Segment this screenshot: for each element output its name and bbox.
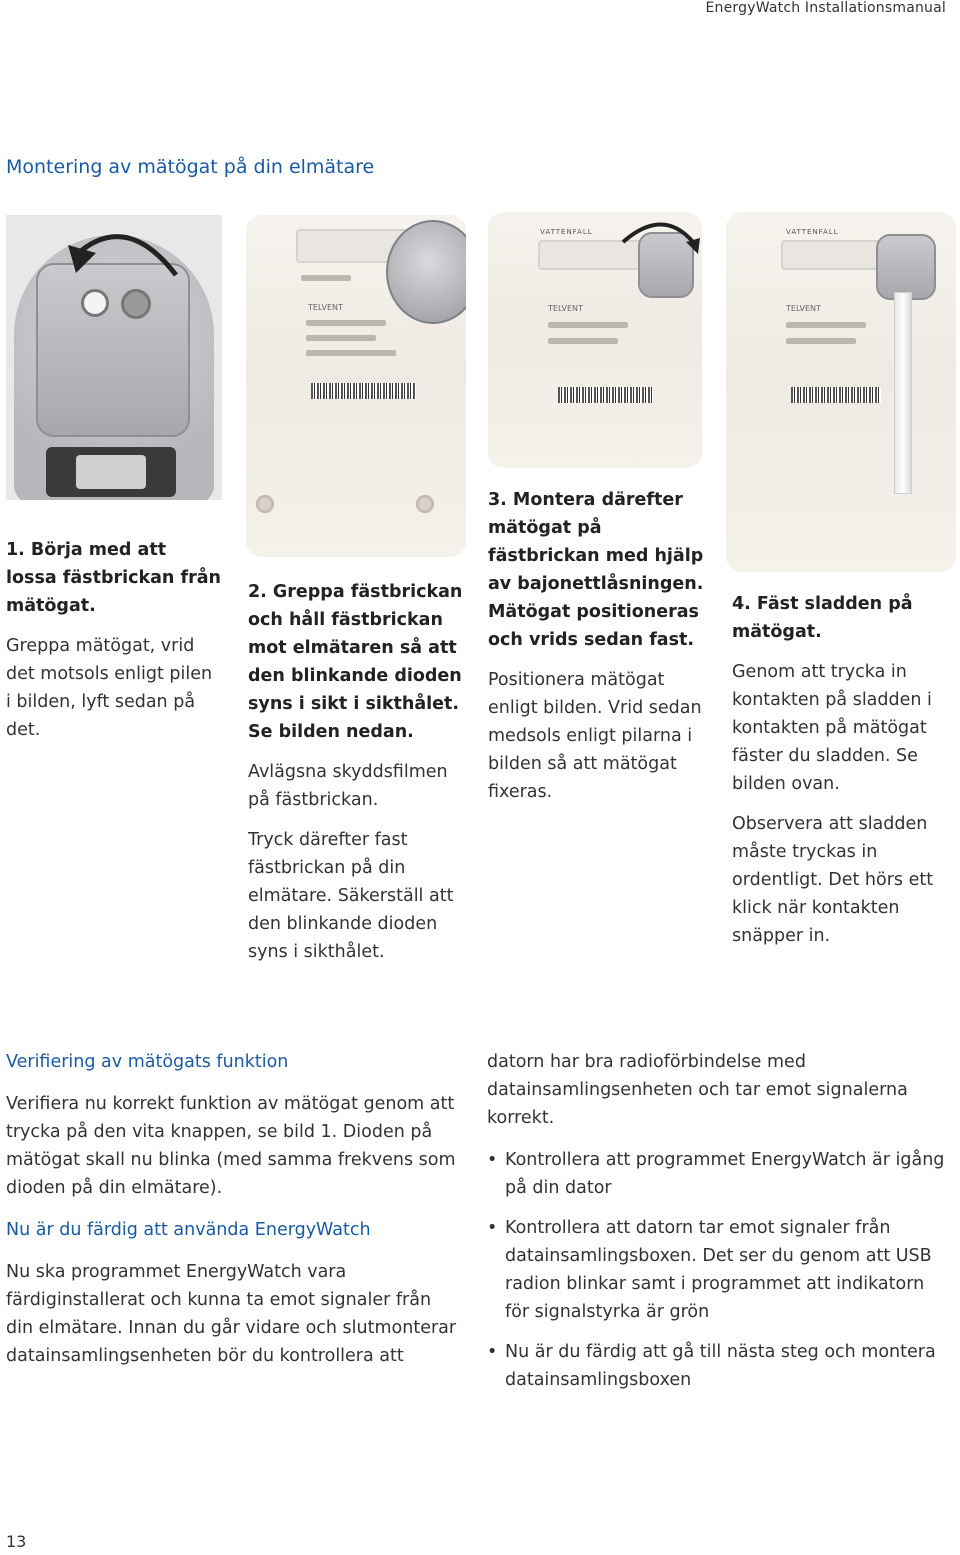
meter-brand: VATTENFALL bbox=[786, 228, 839, 236]
meter-spec-line bbox=[548, 322, 628, 328]
rotate-clockwise-icon bbox=[488, 212, 702, 272]
step-2-lead: 2. Greppa fästbrickan och håll fästbrickan mot elmätaren så att den blinkande dioden syns i sikt i sikthålet. Se bilden nedan. bbox=[248, 582, 463, 742]
step-4-paragraph: Observera att sladden måste tryckas in ordentligt. Det hörs ett klick när kontakten snäpper in. bbox=[732, 814, 934, 946]
meter-spec-line bbox=[786, 322, 866, 328]
photo-step-3 bbox=[488, 212, 702, 468]
meter-model: TELVENT bbox=[786, 304, 821, 313]
step-4-text bbox=[732, 590, 947, 950]
meter-barcode bbox=[311, 383, 416, 399]
verify-heading: Verifiering av mätögats funktion bbox=[6, 1052, 289, 1072]
meter-barcode bbox=[558, 387, 653, 403]
screw-icon bbox=[416, 495, 434, 513]
meter-spec-line bbox=[548, 338, 618, 344]
step-3-text bbox=[488, 486, 706, 806]
bracket-on-meter bbox=[386, 220, 466, 324]
verify-text: Verifiera nu korrekt funktion av mätögat genom att trycka på den vita knappen, se bild 1. Dioden på mätögat skall nu blinka (med samma frekvens som dioden på din elmätare). bbox=[6, 1094, 456, 1198]
step-1-lead: 1. Börja med att lossa fästbrickan från mätögat. bbox=[6, 540, 221, 616]
left-column bbox=[6, 1048, 461, 1384]
list-item bbox=[487, 1214, 947, 1326]
photo-step-4 bbox=[726, 212, 956, 572]
meter-model: TELVENT bbox=[548, 304, 583, 313]
meter-brand: VATTENFALL bbox=[540, 228, 593, 236]
cable bbox=[894, 292, 912, 494]
right-intro: datorn har bra radioförbindelse med datainsamlingsenheten och tar emot signalerna korrekt. bbox=[487, 1052, 908, 1128]
meter-label bbox=[301, 275, 351, 281]
bullet-icon: • bbox=[487, 1342, 498, 1362]
page-number: 13 bbox=[6, 1532, 27, 1551]
eye-device bbox=[876, 234, 936, 300]
bullet-icon: • bbox=[487, 1150, 498, 1170]
bullet-icon: • bbox=[487, 1218, 498, 1238]
step-1-paragraph: Greppa mätögat, vrid det motsols enligt pilen i bilden, lyft sedan på det. bbox=[6, 636, 213, 740]
list-item-text: Kontrollera att programmet EnergyWatch är igång på din dator bbox=[505, 1150, 945, 1198]
list-item bbox=[487, 1338, 947, 1394]
list-item bbox=[487, 1146, 947, 1202]
screw-icon bbox=[256, 495, 274, 513]
meter-spec-line bbox=[786, 338, 856, 344]
meter-spec-line bbox=[306, 320, 386, 326]
ready-heading: Nu är du färdig att använda EnergyWatch bbox=[6, 1220, 371, 1240]
step-4-paragraph: Genom att trycka in kontakten på sladden i kontakten på mätögat fäster du sladden. Se bilden ovan. bbox=[732, 662, 932, 794]
page-header: EnergyWatch Installationsmanual bbox=[705, 0, 946, 16]
right-column bbox=[487, 1048, 947, 1406]
section-title: Montering av mätögat på din elmätare bbox=[6, 156, 375, 178]
bracket-clip bbox=[76, 455, 146, 489]
photo-step-1 bbox=[6, 215, 222, 500]
photo-step-2 bbox=[246, 215, 466, 557]
step-2-paragraph: Tryck därefter fast fästbrickan på din elmätare. Säkerställ att den blinkande dioden syns i sikthålet. bbox=[248, 830, 454, 962]
list-item-text: Nu är du färdig att gå till nästa steg och montera datainsamlingsboxen bbox=[505, 1342, 936, 1390]
step-1-text bbox=[6, 536, 221, 744]
checklist bbox=[487, 1146, 947, 1394]
step-2-text bbox=[248, 578, 463, 966]
meter-barcode bbox=[791, 387, 881, 403]
step-4-lead: 4. Fäst sladden på mätögat. bbox=[732, 594, 913, 642]
ready-text: Nu ska programmet EnergyWatch vara färdiginstallerat och kunna ta emot signaler från din elmätare. Innan du går vidare och slutmonterar datainsamlingsenheten bör du kontrollera att bbox=[6, 1262, 457, 1366]
rotate-counterclockwise-icon bbox=[6, 215, 222, 335]
meter-model: TELVENT bbox=[308, 303, 343, 312]
step-3-lead: 3. Montera därefter mätögat på fästbrickan med hjälp av bajonettlåsningen. Mätögat positioneras och vrids sedan fast. bbox=[488, 490, 704, 650]
list-item-text: Kontrollera att datorn tar emot signaler från datainsamlingsboxen. Det ser du genom att USB radion blinkar samt i programmet att indikatorn för signalstyrka är grön bbox=[505, 1218, 932, 1322]
meter-spec-line bbox=[306, 350, 396, 356]
step-3-paragraph: Positionera mätögat enligt bilden. Vrid sedan medsols enligt pilarna i bilden så att mätögat fixeras. bbox=[488, 670, 702, 802]
step-2-paragraph: Avlägsna skyddsfilmen på fästbrickan. bbox=[248, 762, 448, 810]
meter-spec-line bbox=[306, 335, 376, 341]
